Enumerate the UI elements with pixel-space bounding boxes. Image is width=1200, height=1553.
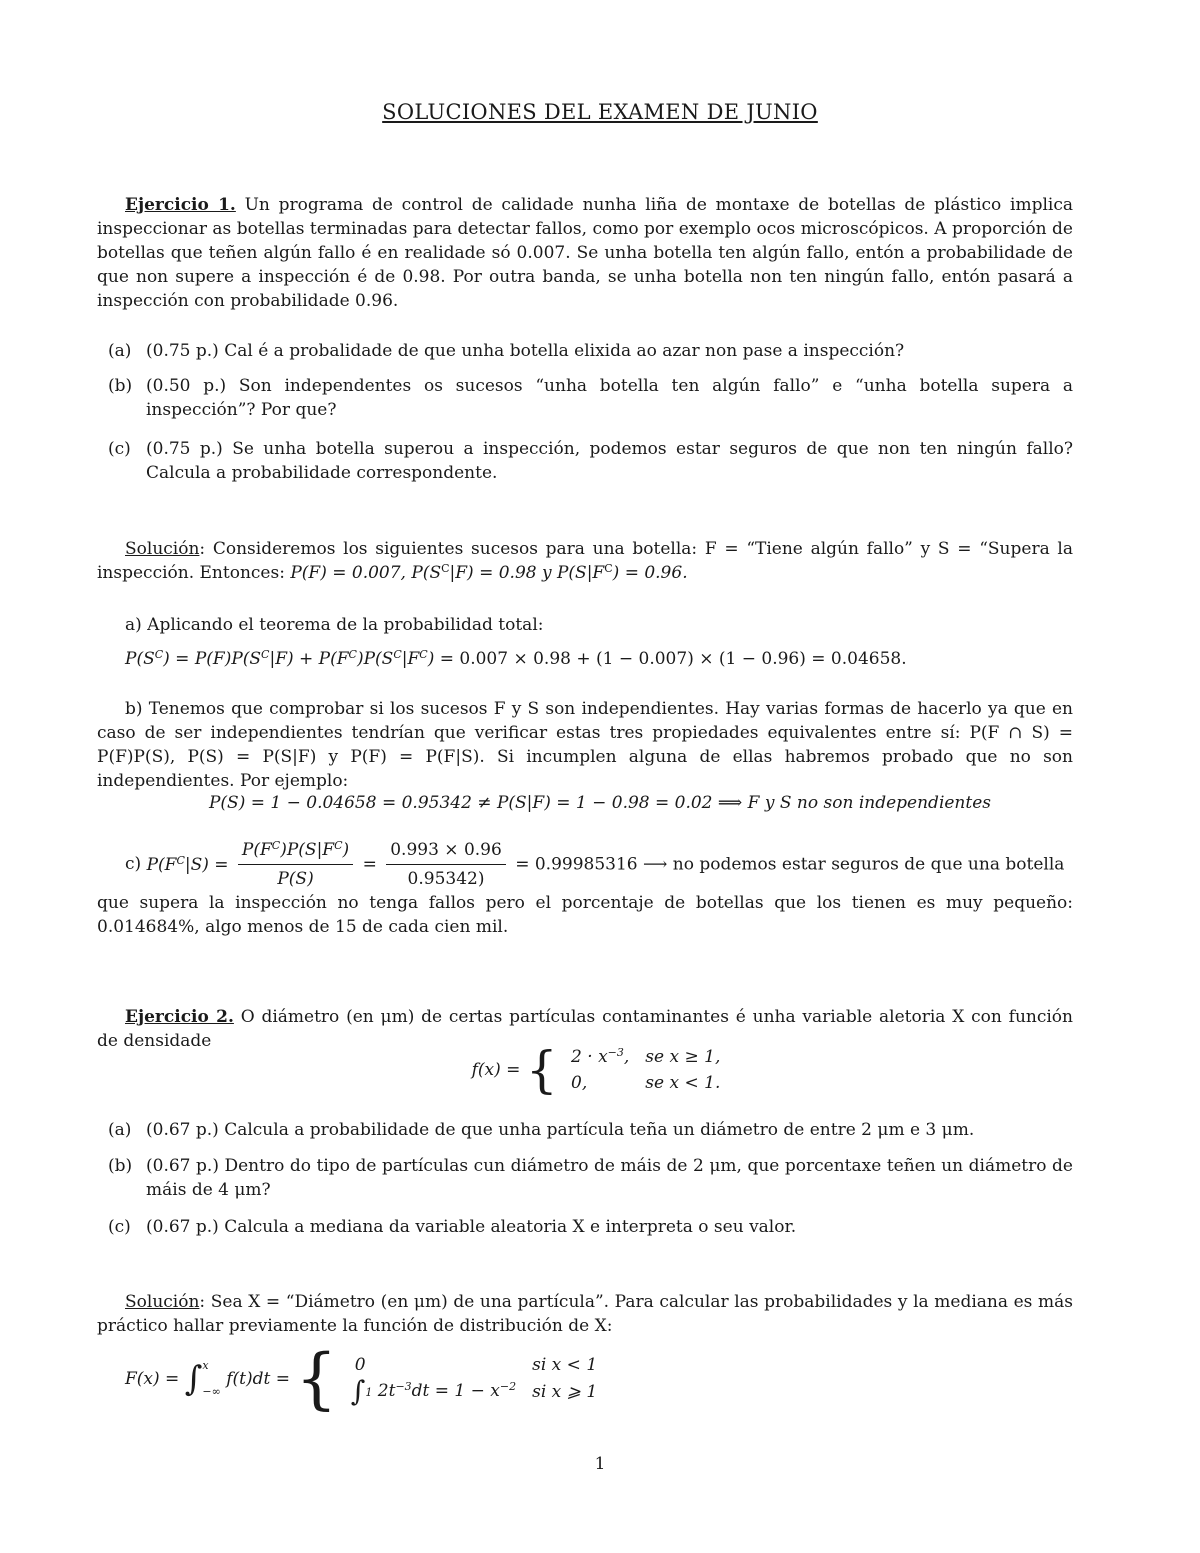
cdf-cases: 0 si x < 1 ∫1 $2t^{-3}dt = 1 - x^{-2}$ si x ⩾ 1 [343,1352,605,1406]
exercise-1-statement [97,193,1073,313]
solution-label: Solución [125,539,200,559]
item-label: (a) [108,1120,132,1140]
part-c-fraction-2 [386,838,506,891]
part-b-text: b) Tenemos que comprobar si los sucesos F y S son independientes. Hay varias formas de hacerlo ya que en caso de ser independientes tendrían que verificar estas tres propiedades equivalentes entre sí: P(F ∩ S) = P(F)P(S), P(S) = P(S|F) y P(F) = P(F|S). Si incumplen alguna de ellas habremos probado que no son independientes. Por ejemplo: [97,699,1073,791]
solution-intro-formula-3: ) = 0.96. [612,563,688,583]
item-label: (c) [108,1217,131,1237]
exercise-2-label: Ejercicio 2. [125,1007,234,1027]
item-text: (0.67 p.) Calcula a mediana da variable aleatoria X e interpreta o seu valor. [146,1217,797,1237]
density-case-1-condition: se x ≥ 1, [645,1047,721,1067]
part-a-formula: $P(S^C) = P(F)P(S^C|F) + P(F^C)P(S^C|F^C) = 0.007 \times 0.98 + (1 - 0.007) \times (1 - 0.96) = 0.04658$. [125,648,907,669]
solution-intro-text: : Consideremos los siguientes sucesos para una botella: F = “Tiene algún fallo” y S = “Supera la inspección. Entonces: [97,539,1073,583]
solution-text: : Sea X = “Diámetro (en μm) de una partícula”. Para calcular las probabilidades y la mediana es más práctico hallar previamente la función de distribución de X: [97,1292,1073,1336]
solution-intro-formula-2: |F) = 0.98 y P(S|F [449,563,605,583]
density-case-1-exponent: −3 [607,1046,624,1059]
solution-intro-formula-1: P(F) = 0.007, P(S [290,563,442,583]
cdf-lhs: F(x) = [125,1369,180,1389]
cdf-case-1-value: 0 [354,1355,366,1375]
part-c-formula: c) $P(F^C|S)$ = $\frac{P(F^C)P(S|F^C)}{P(S)}$ = $\frac{0.993 \times 0.96}{0.95342)}$ = 0.99985316 ⟶ no podemos estar seguros de que una botella [125,839,1065,889]
part-c-text: que supera la inspección no tenga fallos pero el porcentaje de botellas que los tienen es muy pequeño: 0.014684%, algo menos de 15 de cada cien mil. [97,893,1073,937]
exercise-2-text: O diámetro (en μm) de certas partículas contaminantes é unha variable aletoria X con función de densidade [97,1007,1073,1051]
item-label: (c) [108,439,131,459]
density-case-2-value: 0, [571,1073,588,1093]
exercise-1-label: Ejercicio 1. [125,195,236,215]
density-case-1-value: 2 · x [571,1047,608,1067]
item-label: (a) [108,341,132,361]
item-text: (0.67 p.) Dentro do tipo de partículas cun diámetro de máis de 2 μm, que porcentaxe teñen un diámetro de máis de 4 μm? [146,1156,1073,1200]
part-b-formula [0,791,1200,815]
exercise-1-solution-intro: Solución: Consideremos los siguientes sucesos para una botella: F = “Tiene algún fallo” y S = “Supera la inspección. Entonces: P(F) = 0.007, $P(S^C|F) = 0.98$ y $P(S|F^C) = 0.96$. [97,539,1073,583]
exercise-2-solution [97,1290,1073,1338]
part-c-fraction-1: $\frac{P(F^C)P(S|F^C)}{P(S)}$ [238,838,353,891]
solution-label: Solución [125,1292,200,1312]
exercise-1-text: Un programa de control de calidade nunha liña de montaxe de botellas de plástico implica inspeccionar as botellas terminadas para detectar fallos, como por exemplo ocos microscópicos. A proporción de botellas que teñen algún fallo é en realidade só 0.007. Se unha botella ten algún fallo, entón a probabilidade de que non supere a inspección é de 0.98. Por outra banda, se unha botella non ten ningún fallo, entón pasará a inspección con probabilidade 0.96. [97,195,1073,311]
cdf-case-2-condition: si x ⩾ 1 [532,1382,598,1402]
item-text: (0.75 p.) Se unha botella superou a inspección, podemos estar seguros de que non ten ningún fallo? Calcula a probabilidade correspondente. [146,439,1073,483]
part-c-label: c) [125,854,142,874]
density-lhs: f(x) = [471,1060,521,1080]
part-a-text: a) Aplicando el teorema de la probabilidad total: [125,615,544,635]
part-b-formula-text: P(S) = 1 − 0.04658 = 0.95342 ≠ P(S|F) = 1 − 0.98 = 0.02 ⟹ F y S no son independientes [208,793,992,813]
part-a-formula-result: = 0.007 × 0.98 + (1 − 0.007) × (1 − 0.96) = 0.04658. [439,649,907,669]
item-text: (0.50 p.) Son independentes os sucesos “unha botella ten algún fallo” e “unha botella supera a inspección”? Por que? [146,376,1073,420]
density-function: f(x) = { $2 \cdot x^{-3}$, se x ≥ 1, 0, se x < 1. [0,1044,1200,1096]
density-cases: $2 \cdot x^{-3}$, se x ≥ 1, 0, se x < 1. [563,1044,728,1096]
density-case-2-condition: se x < 1. [645,1073,721,1093]
fraction-denominator: 0.95342) [407,869,485,889]
item-label: (b) [108,376,133,396]
item-label: (b) [108,1156,133,1176]
item-text: (0.67 p.) Calcula a probabilidade de que unha partícula teña un diámetro de entre 2 μm e 3 μm. [146,1120,975,1140]
page-title: SOLUCIONES DEL EXAMEN DE JUNIO [382,100,818,124]
cdf-case-2-tail: dt = 1 − x [411,1381,500,1401]
cdf-formula: F(x) = ∫ x −∞ f(t)dt = { 0 si x < 1 ∫1 $2t^{-3}dt = 1 - x^{-2}$ si x ⩾ 1 [125,1346,1073,1422]
fraction-numerator: 0.993 × 0.96 [386,838,506,865]
part-c-result: = 0.99985316 ⟶ no podemos estar seguros de que una botella [515,854,1065,875]
cdf-case-2-value: 2t [377,1381,396,1401]
item-text: (0.75 p.) Cal é a probalidade de que unha botella elixida ao azar non pase a inspección? [146,341,905,361]
page-number: 1 [594,1454,606,1474]
cdf-case-1-condition: si x < 1 [532,1355,598,1375]
